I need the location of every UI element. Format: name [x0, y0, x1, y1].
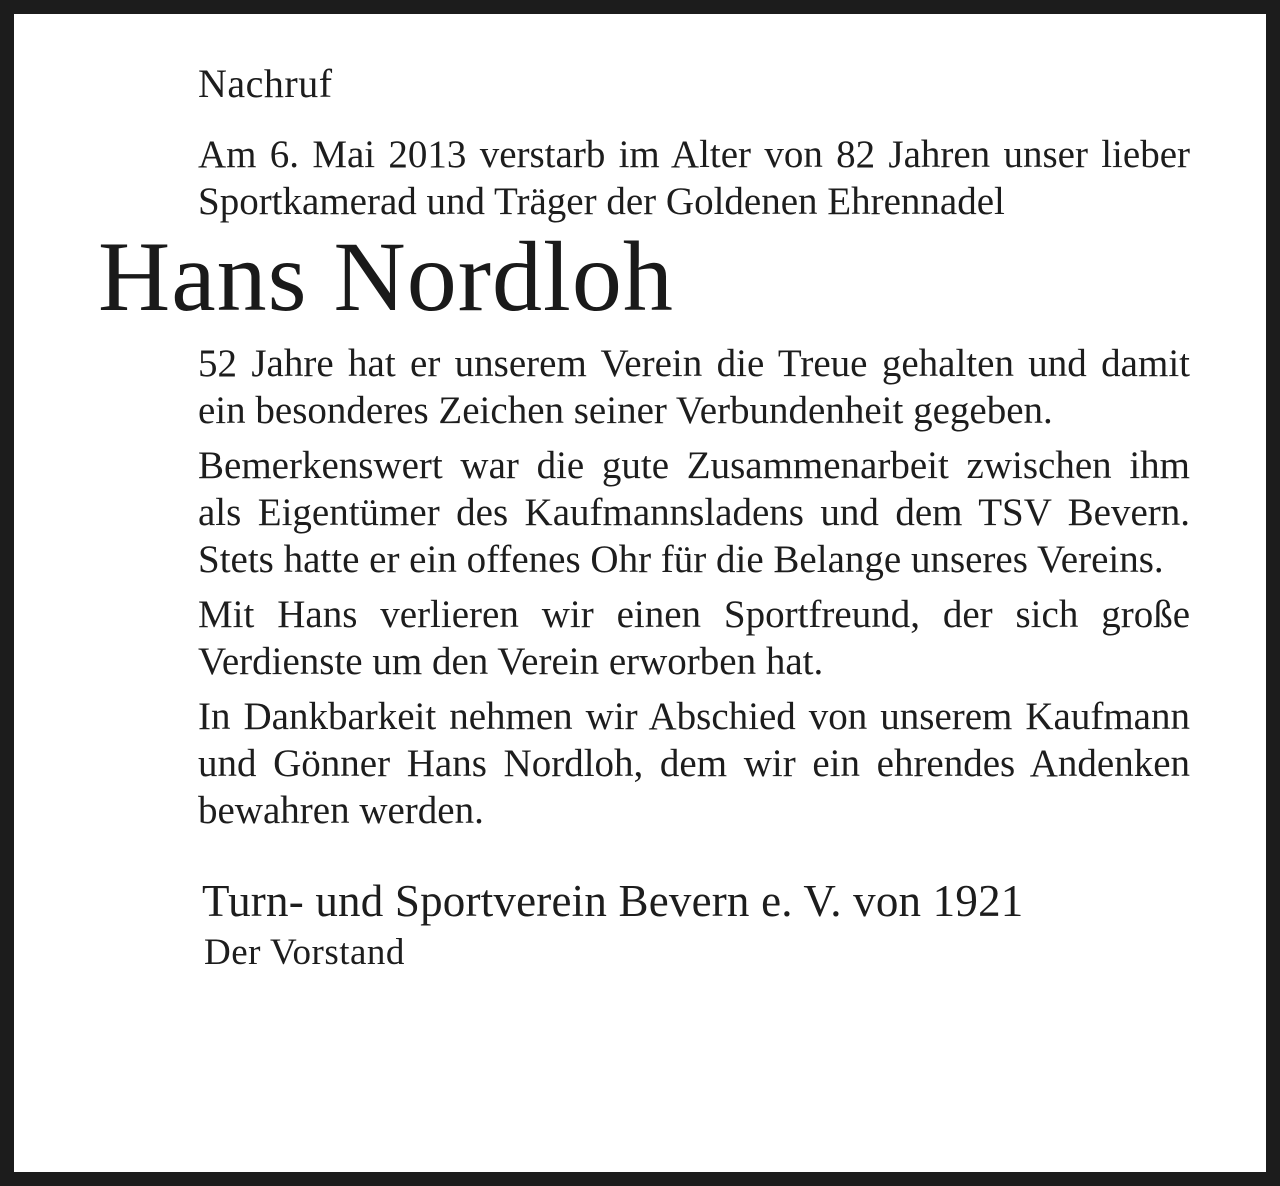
organization-name: Turn- und Sportverein Bevern e. V. von 1921 — [202, 876, 1024, 926]
deceased-name: Hans Nordloh — [98, 221, 674, 332]
paragraph-cooperation: Bemerkenswert war die gute Zusammenarbeit zwischen ihm als Eigentümer des Kaufmannsladens und dem TSV Bevern. Stets hatte er ein offenes Ohr für die Belange unseres Vereins. — [198, 444, 1190, 581]
paragraph-sportfriend: Mit Hans verlieren wir einen Sportfreund, der sich große Verdienste um den Verein erworben hat. — [198, 593, 1190, 683]
board-signature: Der Vorstand — [204, 932, 405, 973]
paragraph-farewell: In Dankbarkeit nehmen wir Abschied von unserem Kaufmann und Gönner Hans Nordloh, dem wir ein ehrendes Andenken bewahren werden. — [198, 695, 1190, 832]
notice-heading: Nachruf — [198, 61, 333, 106]
intro-text: Am 6. Mai 2013 verstarb im Alter von 82 Jahren unser lieber Sportkamerad und Träger der Goldenen Ehrennadel — [198, 133, 1190, 223]
obituary-content — [98, 60, 1190, 976]
paragraph-loyalty: 52 Jahre hat er unserem Verein die Treue gehalten und damit ein besonderes Zeichen seiner Verbundenheit gegeben. — [198, 342, 1190, 432]
